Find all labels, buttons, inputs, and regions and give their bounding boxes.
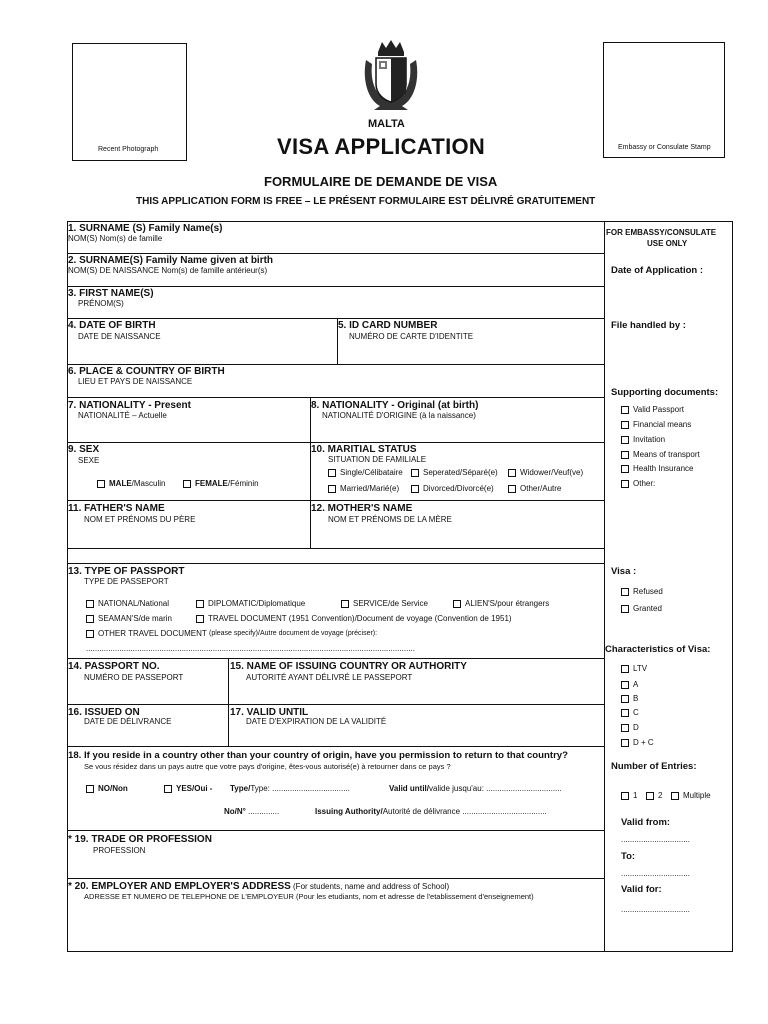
- checkbox[interactable]: [183, 480, 191, 488]
- nationality-original-label: 8. NATIONALITY - Original (at birth): [311, 400, 479, 411]
- support-invitation[interactable]: Invitation: [621, 435, 665, 444]
- entries-2[interactable]: 2: [646, 791, 662, 800]
- file-handled-label: File handled by :: [611, 320, 686, 331]
- dob-sublabel: DATE DE NAISSANCE: [78, 332, 161, 341]
- passport-alien-option[interactable]: ALIEN'S/pour étrangers: [453, 599, 549, 609]
- support-financial-means[interactable]: Financial means: [621, 420, 691, 429]
- support-means-of-transport[interactable]: Means of transport: [621, 450, 700, 459]
- id-card-label: 5. ID CARD NUMBER: [338, 320, 438, 331]
- sidebar-header: FOR EMBASSY/CONSULATE: [606, 228, 717, 237]
- char-b[interactable]: B: [621, 694, 638, 703]
- issued-on-field[interactable]: [68, 729, 227, 745]
- valid-for-field[interactable]: ...............................: [621, 905, 690, 914]
- passport-travel-doc-option[interactable]: TRAVEL DOCUMENT (1951 Convention)/Document de voyage (Convention de 1951): [196, 614, 512, 624]
- sidebar-header-2: USE ONLY: [647, 239, 688, 248]
- passport-national-option[interactable]: NATIONAL/National: [86, 599, 169, 609]
- marital-separated-option[interactable]: Seperated/Séparé(e): [411, 468, 498, 478]
- return-no-option[interactable]: NO/Non: [86, 784, 128, 794]
- place-of-birth-sublabel: LIEU ET PAYS DE NAISSANCE: [78, 377, 193, 386]
- dob-label: 4. DATE OF BIRTH: [68, 320, 156, 331]
- number-of-entries-label: Number of Entries:: [611, 761, 697, 772]
- passport-number-field[interactable]: [68, 685, 227, 703]
- issued-on-sublabel: DATE DE DÉLIVRANCE: [84, 717, 172, 726]
- support-health-insurance[interactable]: Health Insurance: [621, 464, 693, 473]
- sex-male-option[interactable]: MALE /Masculin: [97, 479, 165, 489]
- birth-surname-label: 2. SURNAME(S) Family Name given at birth: [68, 255, 274, 266]
- profession-sublabel: PROFESSION: [93, 846, 146, 855]
- photo-label: Recent Photograph: [98, 146, 159, 153]
- marital-status-label: 10. MARITIAL STATUS: [311, 444, 417, 455]
- nationality-present-label: 7. NATIONALITY - Present: [68, 400, 191, 411]
- return-yes-option[interactable]: YES/Oui -: [164, 784, 212, 794]
- page-subtitle: FORMULAIRE DE DEMANDE DE VISA: [264, 174, 498, 189]
- place-of-birth-field[interactable]: [68, 388, 603, 396]
- valid-to-label: To:: [621, 851, 636, 862]
- sex-sublabel: SEXE: [78, 456, 100, 465]
- passport-type-label: 13. TYPE OF PASSPORT: [68, 566, 185, 577]
- entries-multiple[interactable]: Multiple: [671, 791, 711, 800]
- support-other[interactable]: Other:: [621, 479, 655, 488]
- mother-name-label: 12. MOTHER'S NAME: [311, 503, 413, 514]
- mother-name-sublabel: NOM ET PRÉNOMS DE LA MÈRE: [328, 515, 452, 524]
- employer-sublabel: ADRESSE ET NUMERO DE TELEPHONE DE L'EMPLOYEUR (Pour les etudiants, nom et adresse de l'etablissement d'enseignement): [84, 892, 534, 901]
- photo-box: [72, 43, 187, 161]
- sex-female-option[interactable]: FEMALE /Féminin: [183, 479, 259, 489]
- malta-coat-of-arms-icon: [360, 40, 422, 112]
- visa-characteristics-label: Characteristics of Visa:: [605, 644, 711, 655]
- return-authority-field[interactable]: Issuing Authority/Autorité de délivrance ......................................: [315, 807, 547, 816]
- char-d-plus-c[interactable]: D + C: [621, 738, 654, 747]
- visa-status-label: Visa :: [611, 566, 637, 577]
- employer-label: * 20. EMPLOYER AND EMPLOYER'S ADDRESS (For students, name and address of School): [68, 881, 450, 892]
- valid-to-field[interactable]: ...............................: [621, 869, 690, 878]
- return-type-field[interactable]: Type/Type: ...................................: [230, 784, 350, 793]
- first-name-sublabel: PRÉNOM(S): [78, 299, 124, 308]
- dob-field[interactable]: [68, 344, 336, 363]
- marital-widower-option[interactable]: Widower/Veuf(ve): [508, 468, 583, 478]
- passport-other-option[interactable]: OTHER TRAVEL DOCUMENT (please specify)/Autre document de voyage (préciser):: [86, 629, 377, 639]
- date-of-application-label: Date of Application :: [611, 265, 704, 276]
- birth-surname-sublabel: NOM(S) DE NAISSANCE Nom(s) de famille antérieur(s): [68, 266, 268, 275]
- father-name-sublabel: NOM ET PRÉNOMS DU PÈRE: [84, 515, 196, 524]
- id-card-field[interactable]: [338, 344, 603, 363]
- issued-on-label: 16. ISSUED ON: [68, 707, 140, 718]
- valid-until-field[interactable]: [230, 729, 603, 745]
- place-of-birth-label: 6. PLACE & COUNTRY OF BIRTH: [68, 366, 225, 377]
- char-ltv[interactable]: LTV: [621, 664, 647, 673]
- stamp-box: [603, 42, 725, 158]
- id-card-sublabel: NUMÉRO DE CARTE D'IDENTITE: [349, 332, 474, 341]
- char-d[interactable]: D: [621, 723, 639, 732]
- marital-other-option[interactable]: Other/Autre: [508, 484, 561, 494]
- father-name-label: 11. FATHER'S NAME: [68, 503, 165, 514]
- residence-permission-sublabel: Se vous résidez dans un pays autre que votre pays d'origine, êtes-vous autorisé(e) à retourner dans ce pays ?: [84, 762, 451, 771]
- valid-from-label: Valid from:: [621, 817, 671, 828]
- profession-field[interactable]: [68, 858, 603, 877]
- issuing-authority-sublabel: AUTORITÉ AYANT DÉLIVRÉ LE PASSEPORT: [246, 673, 413, 682]
- marital-divorced-option[interactable]: Divorced/Divorcé(e): [411, 484, 494, 494]
- nationality-present-field[interactable]: [68, 422, 309, 441]
- nationality-present-sublabel: NATIONALITÉ – Actuelle: [78, 411, 167, 420]
- passport-number-label: 14. PASSPORT NO.: [68, 661, 160, 672]
- sidebar-divider: [604, 221, 605, 952]
- marital-status-sublabel: SITUATION DE FAMILIALE: [328, 455, 427, 464]
- marital-married-option[interactable]: Married/Marié(e): [328, 484, 399, 494]
- birth-surname-field[interactable]: [68, 277, 603, 285]
- surname-label: 1. SURNAME (S) Family Name(s): [68, 223, 223, 234]
- surname-sublabel: NOM(S) Nom(s) de famille: [68, 234, 163, 243]
- passport-diplomatic-option[interactable]: DIPLOMATIC/Diplomatique: [196, 599, 305, 609]
- checkbox[interactable]: [97, 480, 105, 488]
- char-a[interactable]: A: [621, 680, 638, 689]
- supporting-documents-label: Supporting documents:: [611, 387, 719, 398]
- passport-other-dots[interactable]: ....................................................................................................................................................: [86, 644, 415, 653]
- support-valid-passport[interactable]: Valid Passport: [621, 405, 684, 414]
- nationality-original-sublabel: NATIONALITÉ D'ORIGINE (à la naissance): [322, 411, 476, 420]
- marital-single-option[interactable]: Single/Célibataire: [328, 468, 403, 478]
- valid-from-field[interactable]: ...............................: [621, 835, 690, 844]
- passport-seaman-option[interactable]: SEAMAN'S/de marin: [86, 614, 172, 624]
- valid-for-label: Valid for:: [621, 884, 662, 895]
- page-title: VISA APPLICATION: [277, 134, 486, 159]
- surname-field[interactable]: [68, 245, 603, 252]
- valid-until-label: 17. VALID UNTIL: [230, 707, 309, 718]
- mother-name-field[interactable]: [311, 527, 603, 547]
- valid-until-sublabel: DATE D'EXPIRATION DE LA VALIDITÉ: [246, 717, 387, 726]
- nationality-original-field[interactable]: [311, 422, 603, 441]
- first-name-field[interactable]: [68, 310, 603, 317]
- return-valid-until-field[interactable]: Valid until/valide jusqu'au: ..................................: [389, 784, 562, 793]
- sex-label: 9. SEX: [68, 444, 100, 455]
- passport-type-sublabel: TYPE DE PASSEPORT: [84, 577, 169, 586]
- entries-1[interactable]: 1: [621, 791, 637, 800]
- visa-granted[interactable]: Granted: [621, 604, 662, 613]
- passport-number-sublabel: NUMÉRO DE PASSEPORT: [84, 673, 184, 682]
- issuing-authority-field[interactable]: [230, 685, 603, 703]
- first-name-label: 3. FIRST NAME(S): [68, 288, 154, 299]
- father-name-field[interactable]: [68, 527, 309, 547]
- char-c[interactable]: C: [621, 708, 639, 717]
- return-number-field[interactable]: No/N° ..............: [224, 807, 280, 816]
- visa-refused[interactable]: Refused: [621, 587, 663, 596]
- residence-permission-label: 18. If you reside in a country other than your country of origin, have you permission to return to that country?: [68, 750, 568, 761]
- country-name: MALTA: [368, 118, 405, 130]
- issuing-authority-label: 15. NAME OF ISSUING COUNTRY OR AUTHORITY: [230, 661, 467, 672]
- stamp-label: Embassy or Consulate Stamp: [618, 144, 711, 151]
- employer-field[interactable]: [68, 904, 603, 950]
- passport-service-option[interactable]: SERVICE/de Service: [341, 599, 428, 609]
- profession-label: * 19. TRADE OR PROFESSION: [68, 834, 212, 845]
- free-notice: THIS APPLICATION FORM IS FREE – LE PRÉSENT FORMULAIRE EST DÉLIVRÉ GRATUITEMENT: [136, 196, 596, 207]
